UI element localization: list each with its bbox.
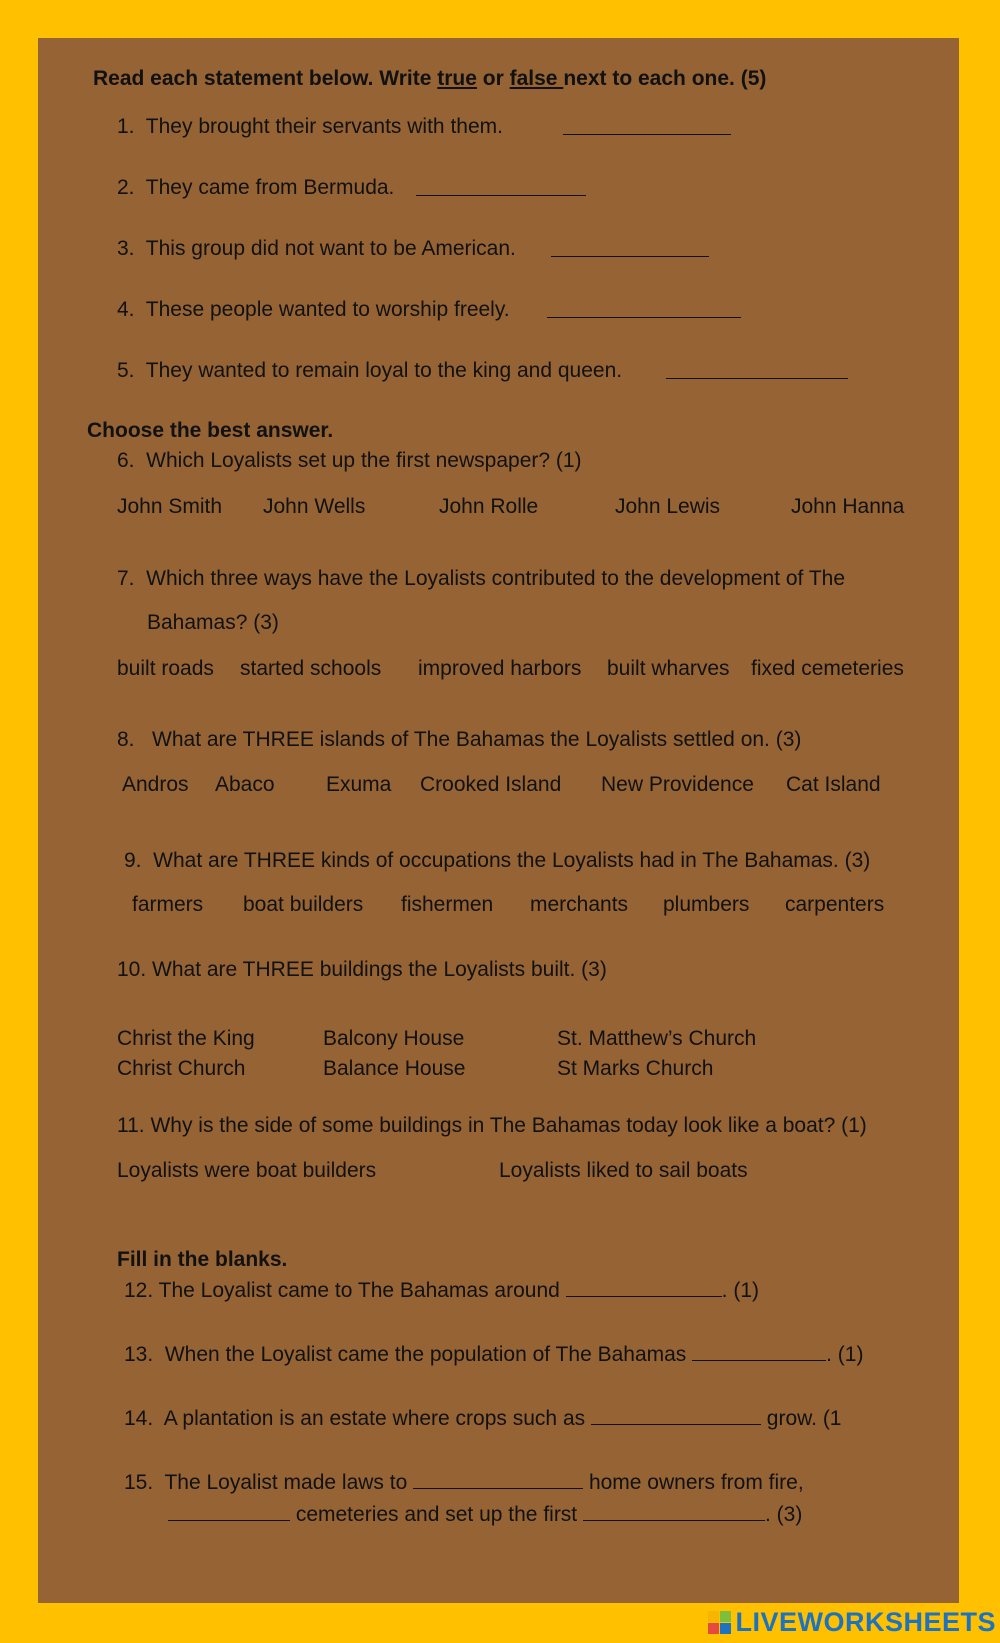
q15-answer-blank-1[interactable] xyxy=(413,1470,583,1489)
question-15-line-1 xyxy=(124,1470,804,1496)
q12-text-before: 12. The Loyalist came to The Bahamas around xyxy=(124,1279,566,1302)
tf-item-1 xyxy=(117,114,503,140)
q11-option-1[interactable]: Loyalists were boat builders xyxy=(117,1159,377,1182)
word-false: false xyxy=(509,67,564,90)
question-10: 10. What are THREE buildings the Loyalists built. (3) xyxy=(117,958,607,981)
q8-option-4[interactable]: Crooked Island xyxy=(420,773,562,796)
q9-option-1[interactable]: farmers xyxy=(132,893,204,916)
q8-option-6[interactable]: Cat Island xyxy=(786,773,881,796)
question-15-line-2 xyxy=(168,1502,802,1528)
answer-blank-5[interactable] xyxy=(666,360,848,379)
tf-item-3 xyxy=(117,236,516,262)
q13-text-before: 13. When the Loyalist came the population of The Bahamas xyxy=(124,1343,693,1366)
q14-text-after: grow. (1 xyxy=(760,1407,842,1430)
tf-item-text: 5. They wanted to remain loyal to the king and queen. xyxy=(117,359,623,382)
question-8: 8. What are THREE islands of The Bahamas the Loyalists settled on. (3) xyxy=(117,728,802,751)
q6-option-2[interactable]: John Wells xyxy=(263,495,366,518)
q7-option-4[interactable]: built wharves xyxy=(607,657,730,680)
answer-blank-1[interactable] xyxy=(563,116,731,135)
answer-blank-4[interactable] xyxy=(547,299,741,318)
question-6: 6. Which Loyalists set up the first newspaper? (1) xyxy=(117,449,582,472)
question-13 xyxy=(124,1342,863,1368)
q10-option-christ-the-king[interactable]: Christ the King xyxy=(117,1027,255,1050)
q7-option-3[interactable]: improved harbors xyxy=(418,657,582,680)
word-true: true xyxy=(437,67,477,90)
q7-option-5[interactable]: fixed cemeteries xyxy=(751,657,904,680)
q15-text-mid: home owners from fire, xyxy=(583,1471,804,1494)
q10-option-christ-church[interactable]: Christ Church xyxy=(117,1057,246,1080)
q7-option-1[interactable]: built roads xyxy=(117,657,214,680)
tf-item-4 xyxy=(117,297,510,323)
q12-answer-blank[interactable] xyxy=(566,1278,722,1297)
instructions-true-false xyxy=(93,66,766,92)
question-9: 9. What are THREE kinds of occupations the Loyalists had in The Bahamas. (3) xyxy=(124,849,871,872)
q10-option-st-matthews-church[interactable]: St. Matthew’s Church xyxy=(557,1027,757,1050)
tf-item-5 xyxy=(117,358,622,384)
q9-option-5[interactable]: plumbers xyxy=(663,893,750,916)
question-12 xyxy=(124,1278,759,1304)
section-heading-fill: Fill in the blanks. xyxy=(117,1248,288,1271)
tf-item-2 xyxy=(117,175,394,201)
q15-text-before: 15. The Loyalist made laws to xyxy=(124,1471,414,1494)
q14-text-before: 14. A plantation is an estate where crops such as xyxy=(124,1407,591,1430)
q10-option-balcony-house[interactable]: Balcony House xyxy=(323,1027,465,1050)
section-heading-choose: Choose the best answer. xyxy=(87,419,334,442)
q15-answer-blank-2[interactable] xyxy=(168,1502,290,1521)
liveworksheets-logo-icon xyxy=(708,1611,731,1634)
question-7-line-1: 7. Which three ways have the Loyalists contributed to the development of The xyxy=(117,567,846,590)
q9-option-3[interactable]: fishermen xyxy=(401,893,494,916)
answer-blank-2[interactable] xyxy=(416,177,586,196)
q14-answer-blank[interactable] xyxy=(591,1406,761,1425)
q6-option-4[interactable]: John Lewis xyxy=(615,495,721,518)
answer-blank-3[interactable] xyxy=(551,238,709,257)
q13-answer-blank[interactable] xyxy=(692,1342,826,1361)
q15-answer-blank-3[interactable] xyxy=(583,1502,765,1521)
q15-text-line2-mid: cemeteries and set up the first xyxy=(290,1503,583,1526)
q8-option-1[interactable]: Andros xyxy=(122,773,189,796)
tf-item-text: 4. These people wanted to worship freely. xyxy=(117,298,510,321)
q9-option-2[interactable]: boat builders xyxy=(243,893,364,916)
q11-option-2[interactable]: Loyalists liked to sail boats xyxy=(499,1159,748,1182)
liveworksheets-brand xyxy=(708,1607,996,1637)
question-14 xyxy=(124,1406,842,1432)
q10-option-balance-house[interactable]: Balance House xyxy=(323,1057,466,1080)
q9-option-6[interactable]: carpenters xyxy=(785,893,885,916)
q15-text-line2-after: . (3) xyxy=(764,1503,803,1526)
q7-option-2[interactable]: started schools xyxy=(240,657,382,680)
q6-option-5[interactable]: John Hanna xyxy=(791,495,905,518)
instructions-prefix: Read each statement below. Write xyxy=(93,67,438,90)
q10-option-st-marks-church[interactable]: St Marks Church xyxy=(557,1057,714,1080)
q8-option-2[interactable]: Abaco xyxy=(215,773,275,796)
brand-name: LIVEWORKSHEETS xyxy=(735,1606,996,1637)
tf-item-text: 2. They came from Bermuda. xyxy=(117,176,395,199)
q6-option-3[interactable]: John Rolle xyxy=(439,495,539,518)
question-7-line-2: Bahamas? (3) xyxy=(147,611,279,634)
q12-text-after: . (1) xyxy=(721,1279,759,1302)
tf-item-text: 3. This group did not want to be American. xyxy=(117,237,516,260)
word-or: or xyxy=(476,67,510,90)
tf-item-text: 1. They brought their servants with them. xyxy=(117,115,503,138)
q8-option-5[interactable]: New Providence xyxy=(601,773,754,796)
instructions-suffix: next to each one. (5) xyxy=(563,67,767,90)
worksheet xyxy=(38,38,959,1603)
q6-option-1[interactable]: John Smith xyxy=(117,495,223,518)
q8-option-3[interactable]: Exuma xyxy=(326,773,392,796)
q13-text-after: . (1) xyxy=(826,1343,864,1366)
q9-option-4[interactable]: merchants xyxy=(530,893,629,916)
question-11: 11. Why is the side of some buildings in The Bahamas today look like a boat? (1) xyxy=(117,1114,867,1137)
